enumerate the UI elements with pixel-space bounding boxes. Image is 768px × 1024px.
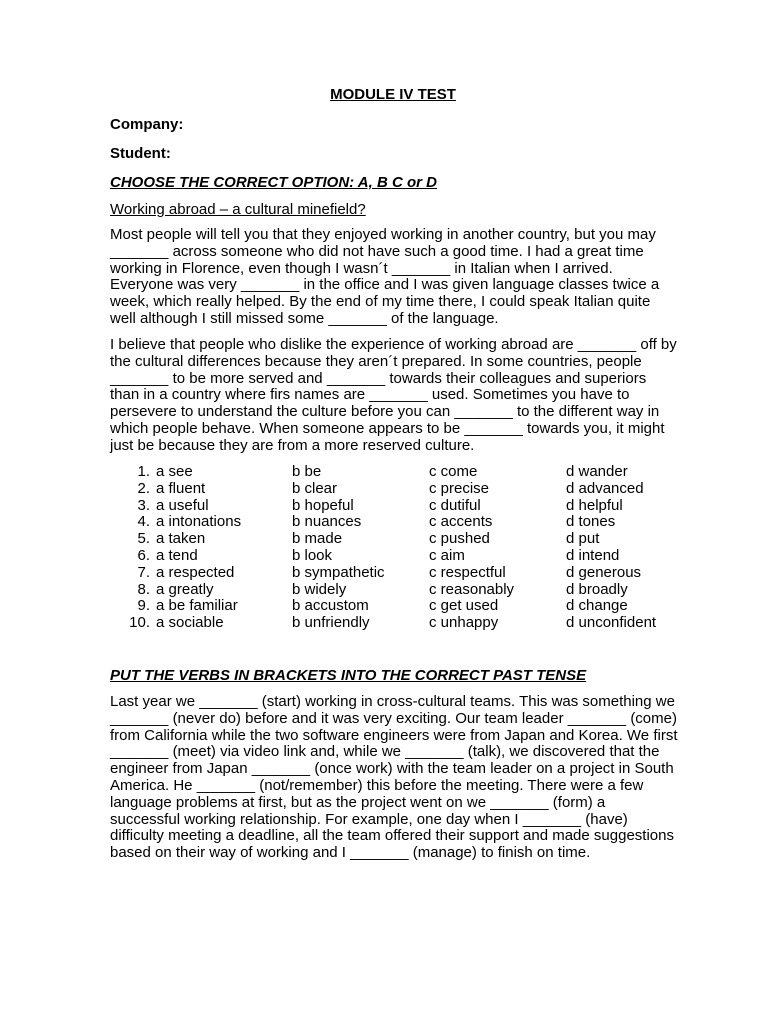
option-a: a see: [156, 463, 193, 480]
option-d: d intend: [566, 546, 620, 564]
option-b: b hopeful: [292, 496, 354, 514]
option-c: c unhappy: [429, 614, 499, 632]
option-number: 8.: [137, 580, 150, 598]
option-number: 2.: [137, 479, 150, 497]
section1-subtitle: Working abroad – a cultural minefield?: [110, 201, 366, 218]
section1-paragraph-2: I believe that people who dislike the experience of working abroad are _______ off by the cultural differences because they aren´t prepared. In some countries, people _______ to be more served and _______ towards their colleagues and superiors than in a country where firs names are _______ used. Sometimes you have to persevere to understand the culture before you can _______ to the different way in which people behave. When someone appears to be _______ towards you, it might just be because they are from a more reserved culture.: [110, 336, 677, 454]
option-row: [110, 548, 680, 565]
option-d: d helpful: [566, 496, 623, 514]
option-a: a intonations: [156, 513, 242, 531]
option-d: d change: [566, 597, 628, 615]
option-b: b unfriendly: [292, 614, 370, 632]
option-number: 5.: [137, 530, 150, 548]
section1-instruction: CHOOSE THE CORRECT OPTION: A, B C or D: [110, 174, 437, 191]
option-row: [110, 481, 680, 498]
option-row: [110, 565, 680, 582]
option-d: d tones: [566, 513, 616, 531]
option-row: [110, 464, 680, 481]
section2-instruction: PUT THE VERBS IN BRACKETS INTO THE CORRECT PAST TENSE: [110, 667, 587, 684]
option-d: d unconfident: [566, 614, 657, 632]
option-b: b widely: [292, 580, 347, 598]
option-d: d put: [566, 530, 600, 548]
option-b: b accustom: [292, 597, 369, 615]
option-row: [110, 582, 680, 599]
option-b: b look: [292, 546, 333, 564]
option-row: [110, 598, 680, 615]
option-c: c reasonably: [429, 580, 515, 598]
option-b: b nuances: [292, 513, 362, 531]
option-a: a greatly: [156, 580, 214, 598]
option-d: d broadly: [566, 580, 628, 598]
option-a: a tend: [156, 546, 198, 564]
option-row: [110, 498, 680, 515]
option-a: a fluent: [156, 479, 206, 497]
company-label: Company:: [110, 116, 184, 133]
option-c: c precise: [429, 479, 490, 497]
option-c: c pushed: [429, 530, 490, 548]
option-number: 1.: [137, 463, 150, 480]
option-a: a be familiar: [156, 597, 238, 615]
option-a: a sociable: [156, 614, 224, 632]
option-row: [110, 514, 680, 531]
option-number: 7.: [137, 563, 150, 581]
section2-paragraph: Last year we _______ (start) working in cross-cultural teams. This was something we _______ (never do) before and it was very exciting. Our team leader _______ (come) from California while the two software engineers were from Japan and Korea. We first _______ (meet) via video link and, while we _______ (talk), we discovered that the engineer from Japan _______ (once work) with the team leader on a project in South America. He _______ (not/remember) this before the meeting. There were a few language problems at first, but as the project went on we _______ (form) a successful working relationship. For example, one day when I _______ (have) difficulty meeting a deadline, all the team offered their support and made suggestions based on their way of working and I _______ (manage) to finish on time.: [110, 693, 678, 862]
option-b: b made: [292, 530, 343, 548]
option-c: c get used: [429, 597, 499, 615]
option-c: c come: [429, 463, 478, 480]
section1-paragraph-1: Most people will tell you that they enjoyed working in another country, but you may _______ across someone who did not have such a good time. I had a great time working in Florence, even though I wasn´t _______ in Italian when I arrived. Everyone was very _______ in the office and I was given language classes twice a week, which really helped. By the end of my time there, I could speak Italian quite well although I still missed some _______ of the language.: [110, 226, 660, 327]
option-d: d generous: [566, 563, 642, 581]
option-number: 3.: [137, 496, 150, 514]
option-a: a respected: [156, 563, 235, 581]
option-c: c respectful: [429, 563, 506, 581]
option-c: c aim: [429, 546, 465, 564]
option-row: [110, 615, 680, 632]
option-row: [110, 531, 680, 548]
option-d: d advanced: [566, 479, 644, 497]
option-number: 4.: [137, 513, 150, 531]
page-title: MODULE IV TEST: [330, 86, 456, 103]
option-b: b be: [292, 463, 322, 480]
option-b: b clear: [292, 479, 338, 497]
option-d: d wander: [566, 463, 628, 480]
option-number: 6.: [137, 546, 150, 564]
option-number: 10.: [129, 614, 150, 632]
option-number: 9.: [137, 597, 150, 615]
options-list: [110, 464, 680, 632]
option-c: c accents: [429, 513, 493, 531]
option-a: a useful: [156, 496, 209, 514]
option-b: b sympathetic: [292, 563, 385, 581]
option-a: a taken: [156, 530, 206, 548]
option-c: c dutiful: [429, 496, 481, 514]
student-label: Student:: [110, 145, 171, 162]
